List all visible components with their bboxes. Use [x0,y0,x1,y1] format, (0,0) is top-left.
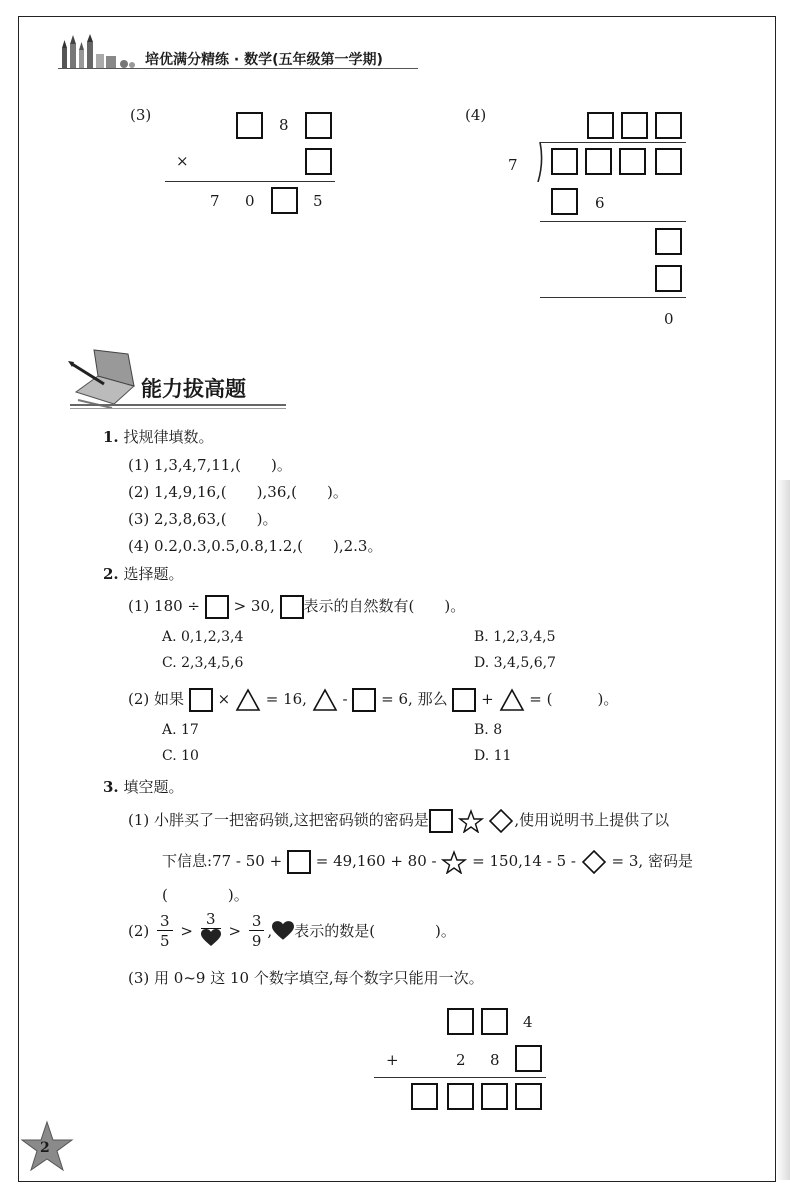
plus-sign: + [386,1051,399,1069]
expr-text: 小胖买了一把密码锁,这把密码锁的密码是 [154,811,429,829]
sub-label: (1) [128,597,150,615]
section-book-pencil-icon [68,346,138,408]
question-title: 填空题。 [123,778,184,796]
option-a[interactable]: A. 17 [162,722,199,738]
digit: 8 [490,1051,500,1069]
section-title: 能力拔高题 [141,377,246,401]
question-1-heading [103,426,213,447]
answer-box[interactable] [551,148,578,175]
q3-sub-3 [128,967,484,988]
expr-text: 如果 [154,690,185,708]
problem-3-label: (3) [130,106,152,124]
operator: > [228,922,242,940]
answer-box[interactable] [411,1083,438,1110]
option-b[interactable]: B. 8 [474,722,503,738]
q2-sub-1 [128,593,465,619]
answer-box[interactable] [447,1008,474,1035]
q2-sub-2 [128,685,618,713]
answer-box[interactable] [481,1008,508,1035]
answer-box[interactable] [551,188,578,215]
diamond-icon [488,809,514,833]
denominator: 9 [251,931,262,950]
triangle-icon [312,688,338,712]
question-title: 选择题。 [123,565,184,583]
operator: + [481,690,494,708]
problem-4-label: (4) [465,106,487,124]
digit: 8 [279,116,289,134]
denominator [201,929,221,952]
expr-text: 表示的数是( )。 [294,922,456,940]
answer-box[interactable] [271,187,298,214]
triangle-icon [499,688,525,712]
answer-box[interactable] [352,688,376,712]
answer-box[interactable] [287,850,311,874]
triangle-icon [235,688,261,712]
answer-box[interactable] [429,809,453,833]
answer-box[interactable] [305,112,332,139]
question-3-heading [103,776,183,797]
answer-box[interactable] [515,1083,542,1110]
digit: 5 [313,192,323,210]
division-bar [540,142,686,143]
header-title: 培优满分精练 · 数学(五年级第一学期) [145,52,383,68]
answer-box[interactable] [481,1083,508,1110]
digit: 4 [523,1013,533,1031]
page-number: 2 [40,1140,50,1156]
answer-box[interactable] [236,112,263,139]
digit: 7 [210,192,220,210]
answer-box[interactable] [587,112,614,139]
option-a[interactable]: A. 0,1,2,3,4 [162,629,244,645]
answer-box[interactable] [621,112,648,139]
expr-text: > 30, [233,597,275,615]
digit: 6 [595,194,605,212]
expr-text: = ( )。 [529,690,619,708]
header-pencils-icon [58,34,140,70]
answer-box[interactable] [189,688,213,712]
binding-shadow [776,480,790,1180]
numerator: 3 [249,912,265,931]
option-b[interactable]: B. 1,2,3,4,5 [474,629,556,645]
heart-icon [272,921,294,941]
fraction [201,910,221,952]
vertical-calc-rule [374,1077,546,1078]
expr-text: 表示的自然数有( )。 [303,597,466,615]
question-number: 1. [103,428,119,446]
option-c[interactable]: C. 10 [162,748,199,764]
q1-item-2: (2) 1,4,9,16,( ),36,( )。 [128,483,348,501]
expr-text: ,使用说明书上提供了以 [514,811,670,829]
sub-label: (3) [128,969,150,987]
answer-box[interactable] [655,265,682,292]
sub-label: (2) [128,690,150,708]
q1-item-4: (4) 0.2,0.3,0.5,0.8,1.2,( ),2.3。 [128,537,383,555]
diamond-icon [581,850,607,874]
denominator: 5 [160,931,170,950]
question-number: 3. [103,778,119,796]
question-number: 2. [103,565,119,583]
remainder: 0 [664,310,674,328]
fraction [157,912,173,951]
option-c[interactable]: C. 2,3,4,5,6 [162,655,244,671]
expr-text: = 3, 密码是 [611,852,693,870]
star-icon [458,809,484,833]
expr-text: 180 ÷ [154,597,200,615]
question-title: 找规律填数。 [123,428,214,446]
operator: - [342,690,348,708]
answer-box[interactable] [452,688,476,712]
answer-box[interactable] [619,148,646,175]
answer-box[interactable] [305,148,332,175]
division-bracket [530,142,544,182]
q3-sub-1-line-1 [128,806,669,834]
section-rule [70,404,286,406]
division-rule [540,297,686,298]
answer-box[interactable] [655,148,682,175]
q3-sub-1-line-2 [162,847,693,875]
q1-item-3: (3) 2,3,8,63,( )。 [128,510,278,528]
numerator: 3 [157,912,173,931]
expr-text: = 16, [265,690,307,708]
section-rule-thin [70,408,286,409]
operator: × [217,690,231,708]
operator: > [180,922,193,940]
vertical-calc-rule [165,181,335,182]
answer-box[interactable] [515,1045,542,1072]
answer-box[interactable] [280,595,304,619]
divisor: 7 [508,156,518,174]
heart-icon [201,929,221,947]
q3-sub-2: (2) $\frac{3}{5}$ > 3 > $\frac{3}{9}$ , 表示的数是( )。 [128,910,456,952]
option-d[interactable]: D. 11 [474,748,512,764]
answer-box[interactable] [655,228,682,255]
star-icon [441,850,467,874]
option-d[interactable]: D. 3,4,5,6,7 [474,655,556,671]
division-rule [540,221,686,222]
answer-box[interactable] [655,112,682,139]
expr-text: 下信息:77 - 50 + [162,852,283,870]
fraction [249,912,265,951]
sub-label: (1) [128,811,150,829]
expr-text: = 150,14 - 5 - [472,852,576,870]
expr-text: 用 0~9 这 10 个数字填空,每个数字只能用一次。 [154,969,484,987]
answer-box[interactable] [205,595,229,619]
q3-sub-1-line-3: ( )。 [162,886,249,904]
numerator: 3 [201,910,221,929]
sub-label: (2) [128,922,150,940]
expr-text: = 6, 那么 [381,690,448,708]
q1-item-1: (1) 1,3,4,7,11,( )。 [128,456,292,474]
answer-box[interactable] [585,148,612,175]
answer-box[interactable] [447,1083,474,1110]
expr-text: = 49,160 + 80 - [315,852,437,870]
digit: 2 [456,1051,466,1069]
times-sign: × [176,152,189,170]
question-2-heading [103,563,183,584]
digit: 0 [245,192,255,210]
